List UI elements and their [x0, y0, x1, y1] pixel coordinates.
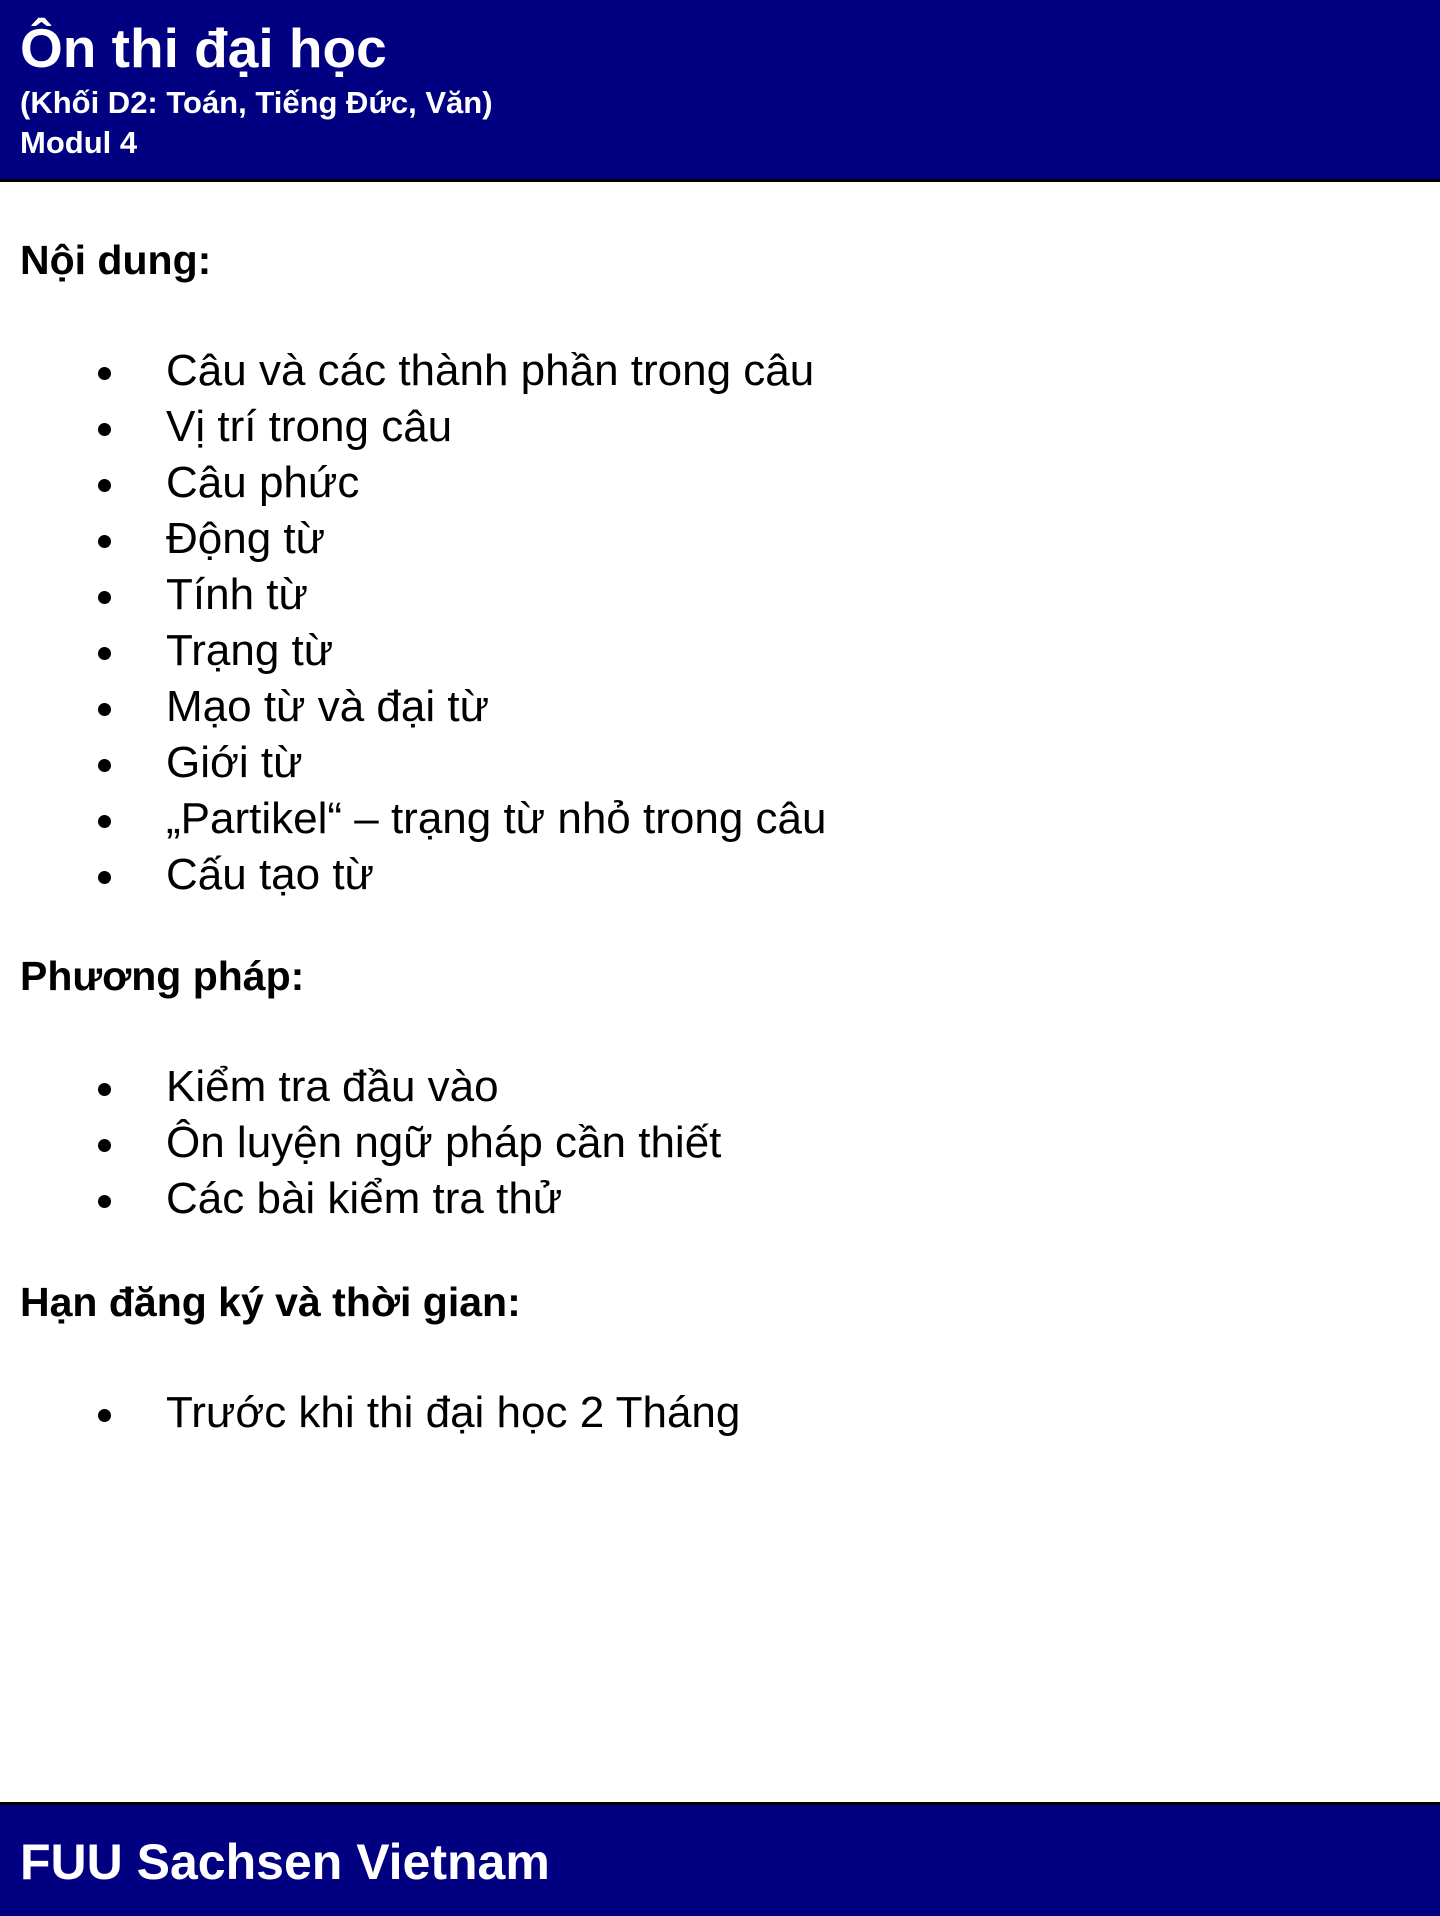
bullet-icon — [98, 479, 111, 492]
method-heading: Phương pháp: — [20, 953, 305, 999]
bullet-icon — [98, 815, 111, 828]
deadline-heading: Hạn đăng ký và thời gian: — [20, 1279, 521, 1325]
bullet-icon — [98, 423, 111, 436]
header-banner — [0, 0, 1440, 182]
footer-banner — [0, 1802, 1440, 1916]
bullet-icon — [98, 1195, 111, 1208]
bullet-icon — [98, 759, 111, 772]
bullet-icon — [98, 647, 111, 660]
bullet-icon — [98, 871, 111, 884]
content-heading: Nội dung: — [20, 237, 212, 283]
page-subtitle: (Khối D2: Toán, Tiếng Đức, Văn) — [20, 85, 493, 120]
bullet-icon — [98, 1139, 111, 1152]
page-title: Ôn thi đại học — [20, 17, 387, 79]
bullet-icon — [98, 367, 111, 380]
bullet-icon — [98, 535, 111, 548]
bullet-icon — [98, 1083, 111, 1096]
footer-organization: FUU Sachsen Vietnam — [20, 1834, 550, 1890]
bullet-icon — [98, 1409, 111, 1422]
bullet-icon — [98, 591, 111, 604]
modul-label: Modul 4 — [20, 125, 138, 160]
bullet-icon — [98, 703, 111, 716]
